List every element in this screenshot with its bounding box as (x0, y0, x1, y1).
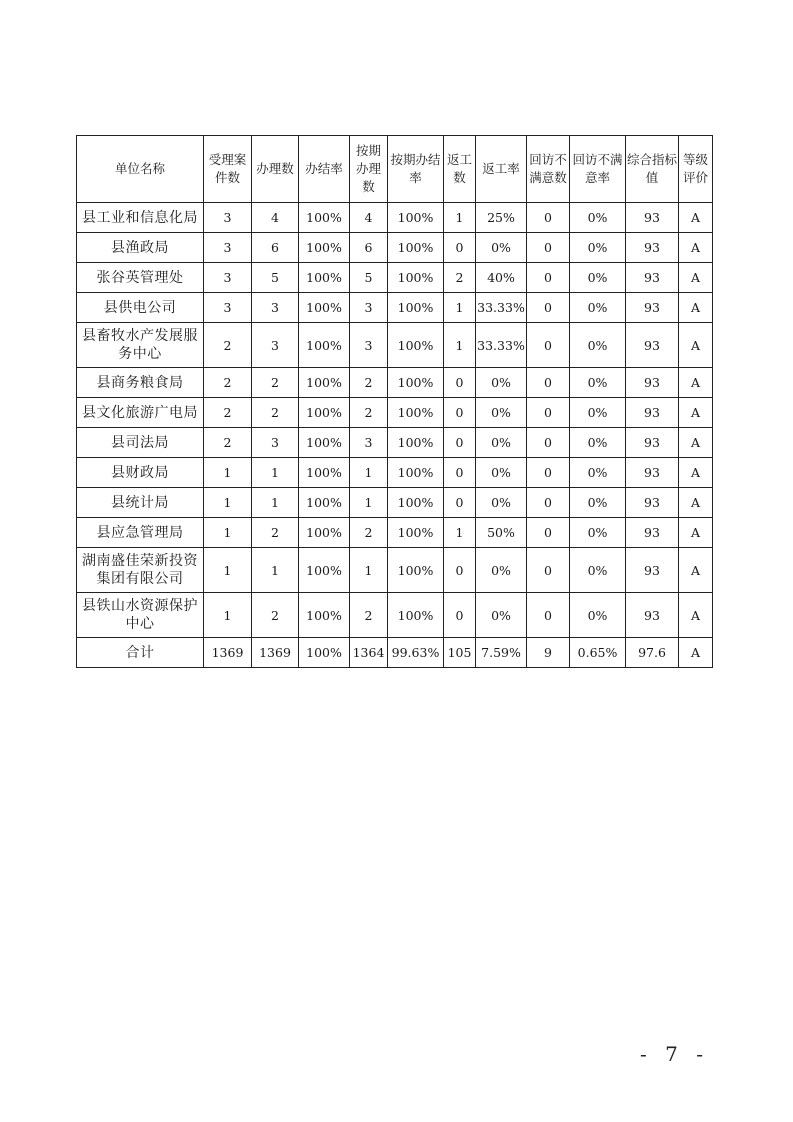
cell-unit-name: 县文化旅游广电局 (77, 398, 204, 428)
cell-dissatisfied-rate: 0% (570, 323, 626, 368)
cell-composite-index: 93 (626, 458, 679, 488)
cell-unit-name: 合计 (77, 638, 204, 668)
evaluation-table (76, 135, 713, 668)
cell-dissatisfied-count: 0 (527, 548, 570, 593)
cell-ontime-count: 4 (350, 203, 388, 233)
cell-ontime-count: 1 (350, 458, 388, 488)
table-row (77, 548, 713, 593)
cell-completion-rate: 100% (299, 488, 350, 518)
cell-unit-name: 县畜牧水产发展服务中心 (77, 323, 204, 368)
table-row (77, 488, 713, 518)
cell-grade: A (679, 233, 713, 263)
table-row (77, 518, 713, 548)
cell-dissatisfied-rate: 0% (570, 293, 626, 323)
cell-rework-rate: 33.33% (476, 323, 527, 368)
cell-completion-rate: 100% (299, 203, 350, 233)
cell-ontime-count: 3 (350, 293, 388, 323)
table-row (77, 233, 713, 263)
cell-ontime-rate: 100% (388, 293, 444, 323)
page-number: - 7 - (640, 1042, 709, 1066)
header-row (77, 136, 713, 203)
table-row (77, 593, 713, 638)
cell-received-cases: 2 (204, 323, 252, 368)
cell-completion-rate: 100% (299, 638, 350, 668)
cell-dissatisfied-count: 0 (527, 398, 570, 428)
cell-rework-rate: 7.59% (476, 638, 527, 668)
cell-completion-rate: 100% (299, 548, 350, 593)
cell-rework-rate: 0% (476, 458, 527, 488)
cell-rework-count: 2 (444, 263, 476, 293)
cell-grade: A (679, 458, 713, 488)
cell-completion-rate: 100% (299, 368, 350, 398)
table-row (77, 263, 713, 293)
cell-composite-index: 93 (626, 548, 679, 593)
cell-ontime-rate: 100% (388, 203, 444, 233)
cell-completion-rate: 100% (299, 233, 350, 263)
cell-handled-count: 4 (252, 203, 299, 233)
cell-ontime-count: 1364 (350, 638, 388, 668)
cell-ontime-rate: 100% (388, 488, 444, 518)
cell-dissatisfied-rate: 0% (570, 368, 626, 398)
cell-rework-rate: 0% (476, 428, 527, 458)
header-completion-rate: 办结率 (299, 136, 350, 203)
cell-dissatisfied-rate: 0% (570, 203, 626, 233)
cell-ontime-rate: 100% (388, 263, 444, 293)
cell-rework-count: 0 (444, 548, 476, 593)
cell-composite-index: 93 (626, 368, 679, 398)
cell-ontime-count: 5 (350, 263, 388, 293)
cell-dissatisfied-count: 9 (527, 638, 570, 668)
header-composite-index: 综合指标值 (626, 136, 679, 203)
cell-received-cases: 2 (204, 428, 252, 458)
cell-handled-count: 3 (252, 293, 299, 323)
cell-grade: A (679, 518, 713, 548)
cell-unit-name: 县财政局 (77, 458, 204, 488)
cell-rework-rate: 40% (476, 263, 527, 293)
cell-handled-count: 1 (252, 488, 299, 518)
cell-unit-name: 湖南盛佳荣新投资集团有限公司 (77, 548, 204, 593)
cell-completion-rate: 100% (299, 398, 350, 428)
cell-completion-rate: 100% (299, 593, 350, 638)
cell-received-cases: 3 (204, 233, 252, 263)
cell-dissatisfied-rate: 0% (570, 488, 626, 518)
cell-rework-count: 0 (444, 233, 476, 263)
cell-dissatisfied-count: 0 (527, 458, 570, 488)
cell-unit-name: 县司法局 (77, 428, 204, 458)
cell-rework-count: 0 (444, 368, 476, 398)
cell-composite-index: 93 (626, 488, 679, 518)
cell-dissatisfied-rate: 0% (570, 458, 626, 488)
cell-unit-name: 县工业和信息化局 (77, 203, 204, 233)
cell-ontime-rate: 100% (388, 323, 444, 368)
cell-ontime-count: 3 (350, 428, 388, 458)
cell-rework-count: 1 (444, 203, 476, 233)
header-rework-rate: 返工率 (476, 136, 527, 203)
cell-completion-rate: 100% (299, 263, 350, 293)
cell-received-cases: 1 (204, 488, 252, 518)
cell-unit-name: 县统计局 (77, 488, 204, 518)
cell-dissatisfied-count: 0 (527, 428, 570, 458)
cell-received-cases: 3 (204, 293, 252, 323)
header-dissatisfied-rate: 回访不满意率 (570, 136, 626, 203)
table-row (77, 428, 713, 458)
cell-rework-count: 0 (444, 488, 476, 518)
cell-dissatisfied-count: 0 (527, 233, 570, 263)
cell-received-cases: 1 (204, 593, 252, 638)
cell-ontime-rate: 100% (388, 518, 444, 548)
cell-unit-name: 县商务粮食局 (77, 368, 204, 398)
cell-dissatisfied-count: 0 (527, 323, 570, 368)
cell-composite-index: 93 (626, 323, 679, 368)
cell-rework-rate: 0% (476, 488, 527, 518)
cell-received-cases: 3 (204, 203, 252, 233)
cell-ontime-count: 1 (350, 548, 388, 593)
cell-composite-index: 93 (626, 428, 679, 458)
cell-ontime-count: 2 (350, 593, 388, 638)
cell-unit-name: 县渔政局 (77, 233, 204, 263)
cell-composite-index: 93 (626, 233, 679, 263)
cell-ontime-rate: 100% (388, 428, 444, 458)
cell-rework-rate: 50% (476, 518, 527, 548)
cell-rework-rate: 0% (476, 593, 527, 638)
cell-rework-rate: 0% (476, 398, 527, 428)
cell-handled-count: 2 (252, 368, 299, 398)
cell-handled-count: 2 (252, 593, 299, 638)
cell-composite-index: 97.6 (626, 638, 679, 668)
cell-unit-name: 县应急管理局 (77, 518, 204, 548)
cell-composite-index: 93 (626, 518, 679, 548)
cell-rework-count: 1 (444, 293, 476, 323)
cell-unit-name: 县铁山水资源保护中心 (77, 593, 204, 638)
cell-dissatisfied-count: 0 (527, 518, 570, 548)
cell-handled-count: 2 (252, 518, 299, 548)
cell-rework-rate: 0% (476, 548, 527, 593)
cell-ontime-count: 1 (350, 488, 388, 518)
cell-ontime-rate: 100% (388, 548, 444, 593)
table-header (77, 136, 713, 203)
table-row (77, 368, 713, 398)
cell-ontime-count: 3 (350, 323, 388, 368)
cell-ontime-count: 2 (350, 368, 388, 398)
cell-completion-rate: 100% (299, 458, 350, 488)
header-dissatisfied-count: 回访不满意数 (527, 136, 570, 203)
cell-handled-count: 1369 (252, 638, 299, 668)
header-ontime-rate: 按期办结率 (388, 136, 444, 203)
cell-received-cases: 1 (204, 518, 252, 548)
cell-dissatisfied-rate: 0% (570, 548, 626, 593)
cell-composite-index: 93 (626, 293, 679, 323)
cell-completion-rate: 100% (299, 323, 350, 368)
cell-rework-count: 1 (444, 323, 476, 368)
cell-grade: A (679, 593, 713, 638)
cell-rework-count: 0 (444, 428, 476, 458)
cell-grade: A (679, 203, 713, 233)
cell-unit-name: 张谷英管理处 (77, 263, 204, 293)
cell-handled-count: 2 (252, 398, 299, 428)
cell-completion-rate: 100% (299, 293, 350, 323)
cell-handled-count: 1 (252, 548, 299, 593)
cell-dissatisfied-count: 0 (527, 293, 570, 323)
cell-rework-rate: 0% (476, 368, 527, 398)
cell-unit-name: 县供电公司 (77, 293, 204, 323)
cell-dissatisfied-rate: 0% (570, 428, 626, 458)
cell-received-cases: 1 (204, 458, 252, 488)
cell-rework-count: 1 (444, 518, 476, 548)
cell-composite-index: 93 (626, 263, 679, 293)
cell-completion-rate: 100% (299, 428, 350, 458)
table-row (77, 398, 713, 428)
cell-handled-count: 6 (252, 233, 299, 263)
cell-dissatisfied-rate: 0% (570, 593, 626, 638)
header-grade: 等级评价 (679, 136, 713, 203)
cell-completion-rate: 100% (299, 518, 350, 548)
cell-dissatisfied-rate: 0.65% (570, 638, 626, 668)
header-rework-count: 返工数 (444, 136, 476, 203)
cell-dissatisfied-rate: 0% (570, 518, 626, 548)
header-unit-name: 单位名称 (77, 136, 204, 203)
cell-handled-count: 1 (252, 458, 299, 488)
table-row (77, 323, 713, 368)
cell-rework-count: 0 (444, 398, 476, 428)
cell-composite-index: 93 (626, 398, 679, 428)
cell-dissatisfied-count: 0 (527, 263, 570, 293)
table-row (77, 638, 713, 668)
cell-received-cases: 1 (204, 548, 252, 593)
cell-received-cases: 2 (204, 368, 252, 398)
cell-grade: A (679, 488, 713, 518)
cell-rework-rate: 0% (476, 233, 527, 263)
cell-rework-rate: 25% (476, 203, 527, 233)
cell-received-cases: 3 (204, 263, 252, 293)
header-ontime-count: 按期办理数 (350, 136, 388, 203)
cell-dissatisfied-count: 0 (527, 488, 570, 518)
cell-dissatisfied-count: 0 (527, 203, 570, 233)
cell-grade: A (679, 323, 713, 368)
cell-dissatisfied-count: 0 (527, 368, 570, 398)
header-handled-count: 办理数 (252, 136, 299, 203)
table-row (77, 293, 713, 323)
cell-ontime-rate: 100% (388, 368, 444, 398)
cell-handled-count: 3 (252, 323, 299, 368)
cell-ontime-count: 2 (350, 398, 388, 428)
cell-grade: A (679, 638, 713, 668)
cell-ontime-rate: 100% (388, 398, 444, 428)
cell-grade: A (679, 548, 713, 593)
cell-dissatisfied-rate: 0% (570, 398, 626, 428)
cell-rework-count: 0 (444, 593, 476, 638)
cell-received-cases: 2 (204, 398, 252, 428)
cell-grade: A (679, 398, 713, 428)
cell-rework-count: 0 (444, 458, 476, 488)
cell-dissatisfied-rate: 0% (570, 233, 626, 263)
cell-dissatisfied-count: 0 (527, 593, 570, 638)
cell-ontime-rate: 100% (388, 593, 444, 638)
table-row (77, 203, 713, 233)
cell-ontime-rate: 100% (388, 233, 444, 263)
cell-handled-count: 3 (252, 428, 299, 458)
cell-grade: A (679, 293, 713, 323)
cell-dissatisfied-rate: 0% (570, 263, 626, 293)
cell-composite-index: 93 (626, 593, 679, 638)
cell-rework-rate: 33.33% (476, 293, 527, 323)
cell-handled-count: 5 (252, 263, 299, 293)
cell-grade: A (679, 368, 713, 398)
cell-rework-count: 105 (444, 638, 476, 668)
table-row (77, 458, 713, 488)
cell-ontime-count: 6 (350, 233, 388, 263)
cell-ontime-count: 2 (350, 518, 388, 548)
cell-ontime-rate: 99.63% (388, 638, 444, 668)
header-received-cases: 受理案件数 (204, 136, 252, 203)
cell-grade: A (679, 263, 713, 293)
cell-composite-index: 93 (626, 203, 679, 233)
cell-received-cases: 1369 (204, 638, 252, 668)
table-body (77, 203, 713, 668)
cell-ontime-rate: 100% (388, 458, 444, 488)
cell-grade: A (679, 428, 713, 458)
